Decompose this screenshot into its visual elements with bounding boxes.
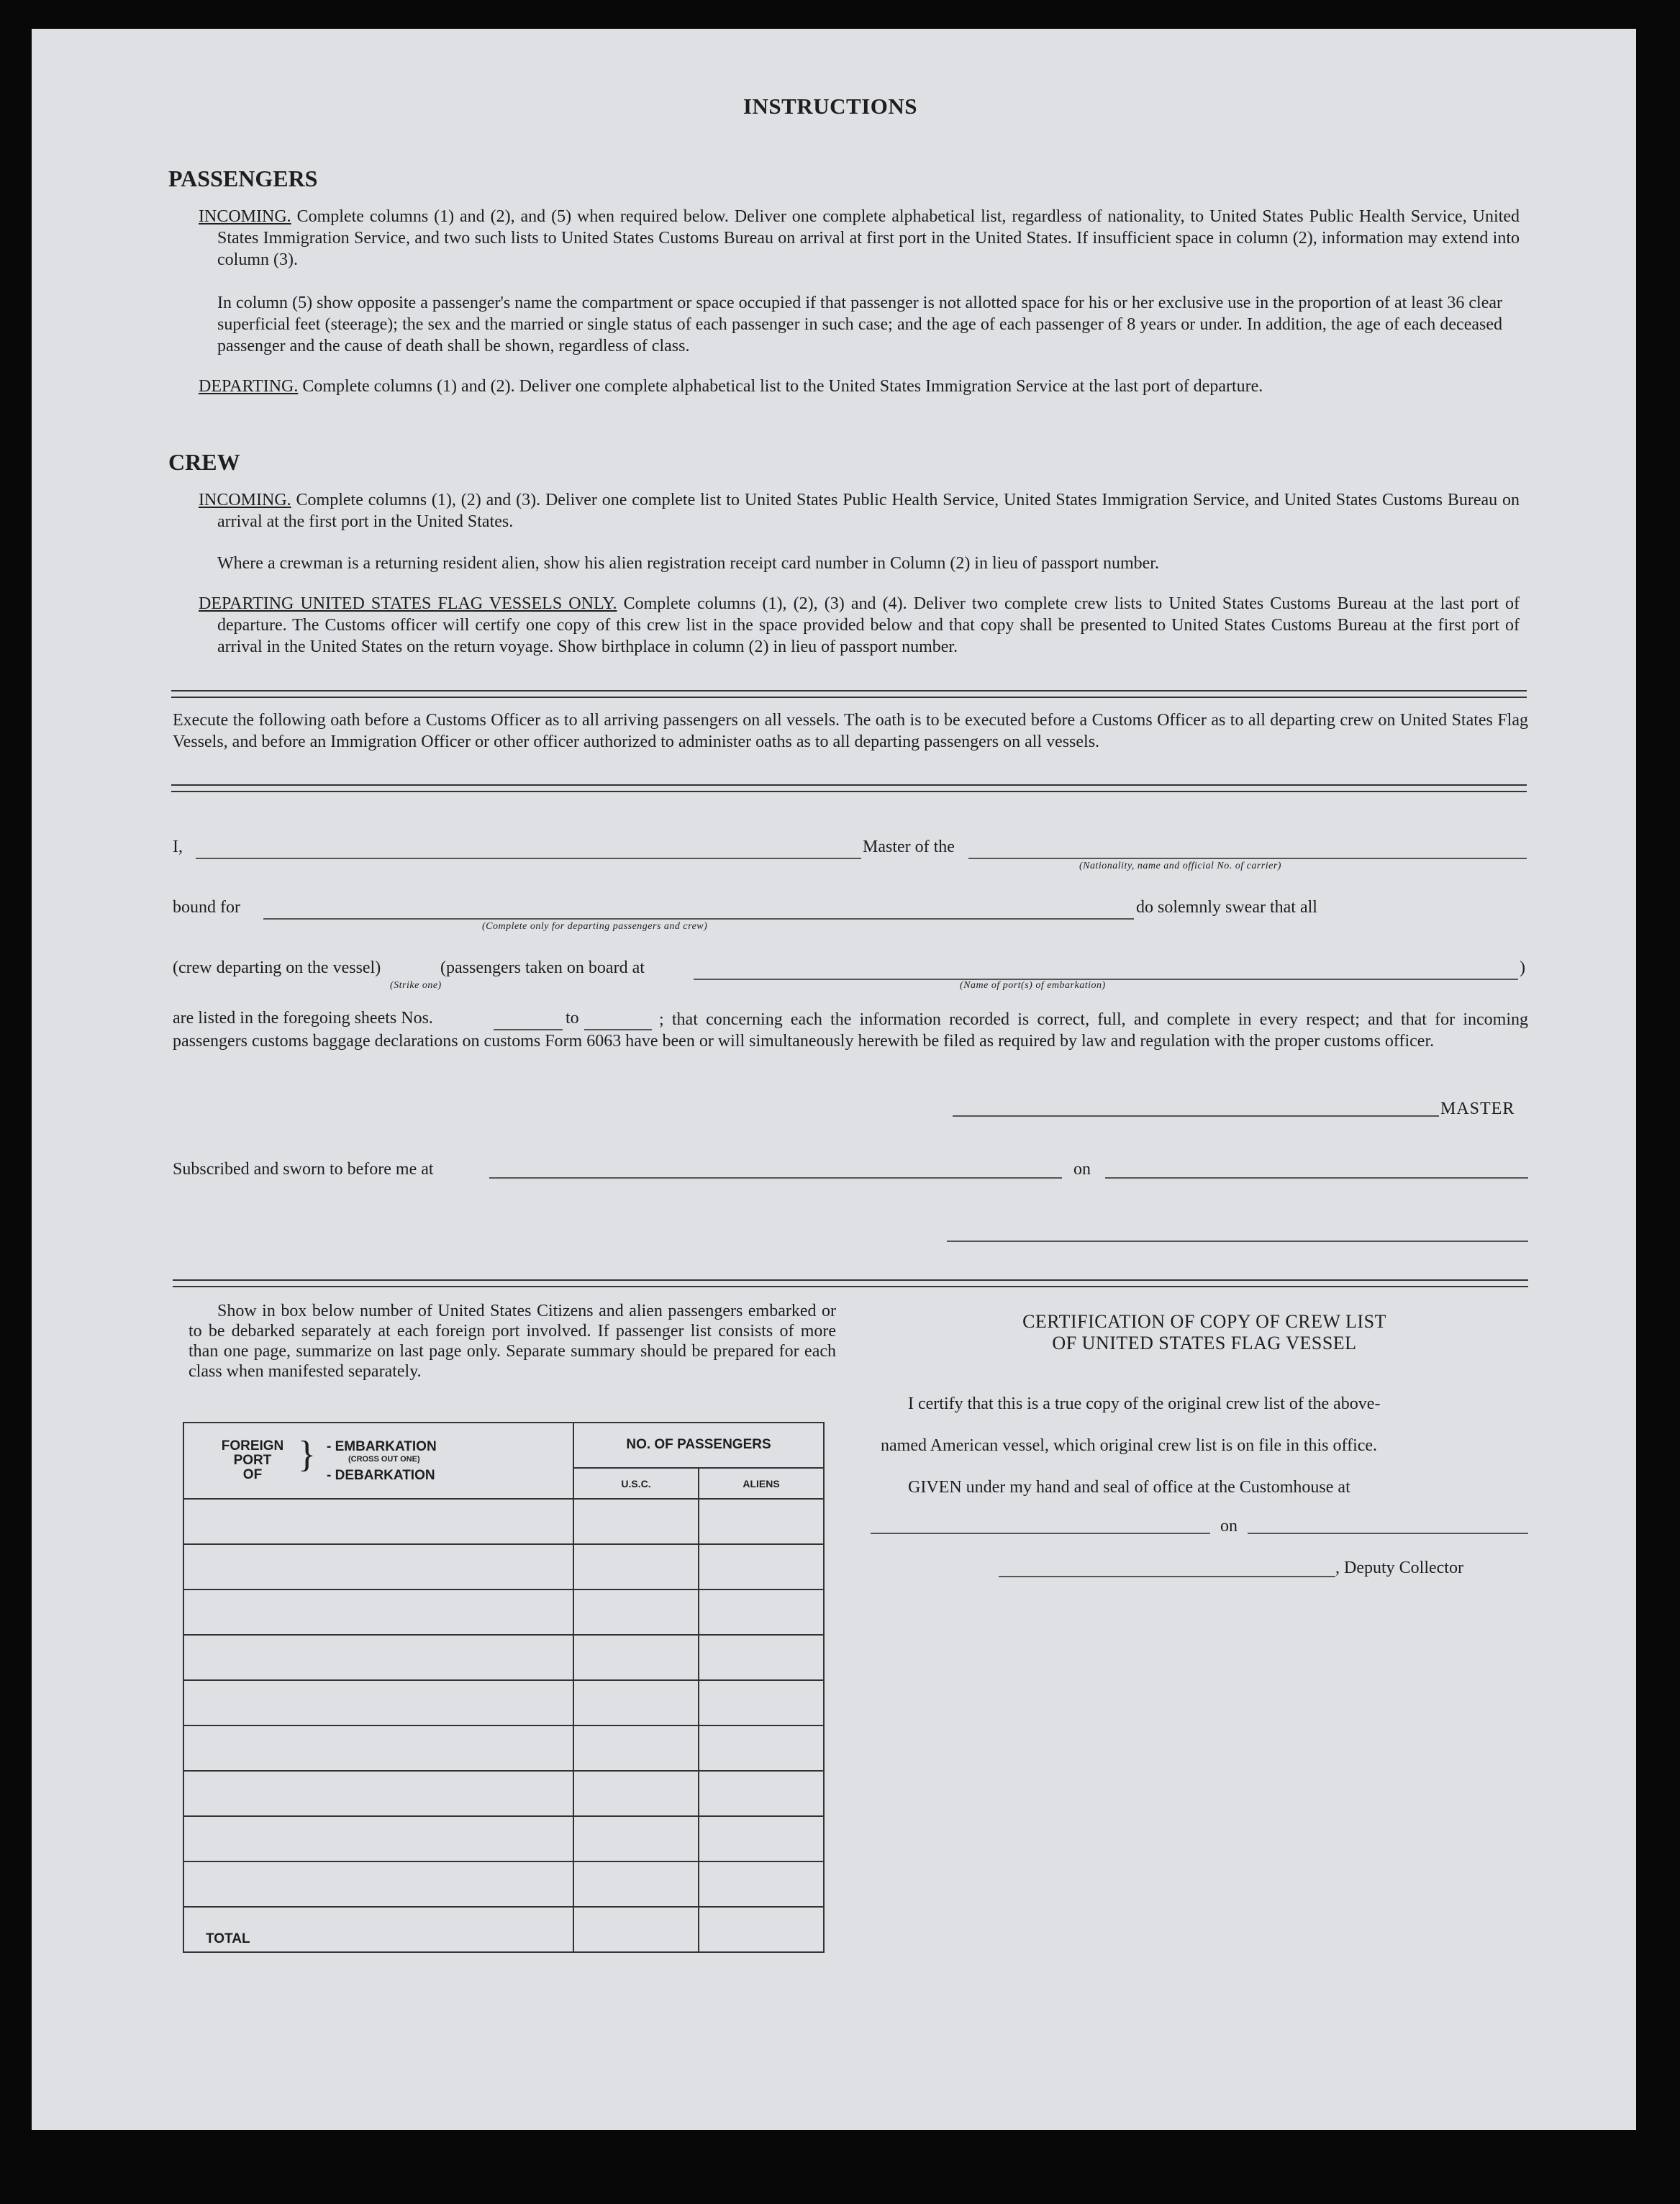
- embarkation-caption: (Name of port(s) of embarkation): [960, 980, 1106, 991]
- foreign-label: FOREIGN: [221, 1438, 284, 1454]
- port-label: PORT: [233, 1453, 272, 1468]
- no-of-passengers-header: NO. OF PASSENGERS: [573, 1423, 824, 1468]
- passengers-departing-label: DEPARTING.: [199, 377, 299, 396]
- usc-cell[interactable]: [573, 1589, 699, 1635]
- embarkation-port-field[interactable]: [694, 979, 1518, 980]
- foreign-port-header: [206, 1439, 299, 1482]
- port-header-cell: [183, 1423, 573, 1499]
- aliens-header: ALIENS: [699, 1468, 824, 1499]
- port-cell[interactable]: [183, 1771, 573, 1816]
- cross-out-note: (CROSS OUT ONE): [348, 1455, 420, 1464]
- oath-note: Execute the following oath before a Customs Officer as to all arriving passengers on all vessels. The oath is to be executed before a Customs Officer as to all departing crew on United States Flag Vessels, and before an Immigration Officer or other officer authorized to administer oaths as to all departing passengers on all vessels.: [173, 711, 1528, 751]
- master-name-field[interactable]: [196, 858, 861, 859]
- aliens-cell[interactable]: [699, 1771, 824, 1816]
- usc-total-cell[interactable]: [573, 1907, 699, 1952]
- certification-title: [881, 1311, 1528, 1354]
- crew-resident-paragraph: Where a crewman is a returning resident alien, show his alien registration receipt card number in Column (2) in lieu of passport number.: [217, 554, 1159, 573]
- crew-incoming-label: INCOMING.: [199, 491, 291, 509]
- usc-cell[interactable]: [573, 1816, 699, 1861]
- sheets-prefix: are listed in the foregoing sheets Nos.: [173, 1009, 433, 1028]
- passengers-taken-option[interactable]: (passengers taken on board at: [440, 958, 645, 977]
- given-text: GIVEN under my hand and seal of office at the Customhouse at: [908, 1478, 1350, 1497]
- bound-for-label: bound for: [173, 898, 240, 917]
- crew-incoming-paragraph: [199, 489, 1520, 532]
- master-signature-field[interactable]: [953, 1115, 1439, 1117]
- usc-cell[interactable]: [573, 1680, 699, 1725]
- page-title: INSTRUCTIONS: [743, 94, 917, 119]
- sworn-date-field[interactable]: [1105, 1177, 1528, 1179]
- bound-for-caption: (Complete only for departing passengers and crew): [482, 921, 708, 932]
- passenger-summary-table: [183, 1422, 825, 1953]
- port-cell[interactable]: [183, 1680, 573, 1725]
- certification-title-line2: OF UNITED STATES FLAG VESSEL: [1052, 1333, 1357, 1353]
- passengers-departing-paragraph: [199, 376, 1520, 397]
- section-divider: [171, 690, 1527, 698]
- port-cell[interactable]: [183, 1861, 573, 1907]
- passengers-incoming-text: Complete columns (1) and (2), and (5) when required below. Deliver one complete alphabetical list, regardless of nationality, to United States Public Health Service, United States Immigration Service, and two such lists to United States Customs Bureau on arrival at first port in the United States. If insufficient space in column (2), information may extend into column (3).: [217, 207, 1520, 269]
- summary-instructions: Show in box below number of United States Citizens and alien passengers embarked or to be debarked separately at each foreign port involved. If passenger list consists of more than one page, summarize on last page only. Separate summary should be prepared for each class when manifested separately.: [189, 1302, 836, 1381]
- deputy-signature-field[interactable]: [999, 1576, 1335, 1577]
- aliens-cell[interactable]: [699, 1680, 824, 1725]
- port-cell[interactable]: [183, 1589, 573, 1635]
- passengers-incoming-paragraph: [199, 206, 1520, 271]
- port-cell[interactable]: [183, 1816, 573, 1861]
- crew-departing-label: DEPARTING UNITED STATES FLAG VESSELS ONLY.: [199, 594, 617, 613]
- crew-incoming-text: Complete columns (1), (2) and (3). Deliver one complete list to United States Public Health Service, United States Immigration Service, and United States Customs Bureau on arrival at the first port in the United States.: [217, 491, 1520, 531]
- usc-cell[interactable]: [573, 1771, 699, 1816]
- carrier-field[interactable]: [968, 858, 1527, 859]
- usc-cell[interactable]: [573, 1499, 699, 1544]
- port-cell[interactable]: [183, 1544, 573, 1589]
- table-row: [183, 1589, 824, 1635]
- aliens-cell[interactable]: [699, 1861, 824, 1907]
- section-divider: [173, 1279, 1528, 1287]
- master-label: MASTER: [1440, 1099, 1515, 1118]
- usc-header: U.S.C.: [573, 1468, 699, 1499]
- table-row: [183, 1861, 824, 1907]
- certify-text-line2: named American vessel, which original crew list is on file in this office.: [881, 1436, 1378, 1455]
- passengers-heading: PASSENGERS: [168, 165, 318, 191]
- carrier-caption: (Nationality, name and official No. of carrier): [1079, 861, 1281, 871]
- total-label: TOTAL: [183, 1907, 573, 1952]
- passengers-departing-text: Complete columns (1) and (2). Deliver one complete alphabetical list to the United States Immigration Service at the last port of departure.: [302, 377, 1263, 396]
- deputy-collector-label: , Deputy Collector: [1335, 1559, 1463, 1577]
- master-of-label: Master of the: [863, 838, 955, 856]
- aliens-cell[interactable]: [699, 1635, 824, 1680]
- embarkation-option[interactable]: - EMBARKATION: [327, 1439, 437, 1454]
- table-row: [183, 1771, 824, 1816]
- table-row: [183, 1725, 824, 1771]
- section-divider: [171, 784, 1527, 792]
- of-label: OF: [242, 1467, 263, 1482]
- cert-date-field[interactable]: [1248, 1533, 1528, 1534]
- aliens-cell[interactable]: [699, 1816, 824, 1861]
- usc-cell[interactable]: [573, 1725, 699, 1771]
- crew-departing-text: Complete columns (1), (2), (3) and (4). Deliver two complete crew lists to United States Customs Bureau at the last port of departure. The Customs officer will certify one copy of this crew list in the space provided below and that copy shall be presented to United States Customs Bureau at the first port of arrival in the United States on the return voyage. Show birthplace in column (2) in lieu of passport number.: [217, 594, 1520, 656]
- customhouse-field[interactable]: [871, 1533, 1210, 1534]
- crew-departing-paragraph: [199, 593, 1520, 658]
- crew-departing-option[interactable]: (crew departing on the vessel): [173, 958, 381, 977]
- cert-on-label: on: [1220, 1517, 1238, 1536]
- table-row: [183, 1544, 824, 1589]
- table-row: [183, 1680, 824, 1725]
- usc-cell[interactable]: [573, 1635, 699, 1680]
- passengers-incoming-label: INCOMING.: [199, 207, 291, 226]
- total-row: [183, 1907, 824, 1952]
- table-row: [183, 1635, 824, 1680]
- aliens-cell[interactable]: [699, 1544, 824, 1589]
- certification-title-line1: CERTIFICATION OF COPY OF CREW LIST: [1022, 1311, 1386, 1332]
- oath-i-label: I,: [173, 838, 183, 856]
- subscribed-label: Subscribed and sworn to before me at: [173, 1160, 434, 1179]
- aliens-cell[interactable]: [699, 1499, 824, 1544]
- instructions-page: [32, 29, 1636, 2130]
- port-cell[interactable]: [183, 1725, 573, 1771]
- close-paren: ): [1520, 958, 1525, 977]
- officer-signature-field[interactable]: [947, 1241, 1528, 1242]
- table-row: [183, 1816, 824, 1861]
- crew-heading: CREW: [168, 449, 240, 475]
- oath-statement: ; that concerning each the information recorded is correct, full, and complete in every respect; and that for incoming passengers customs baggage declarations on customs Form 6063 have been or will simultaneously herewith be filed as required by law and regulation with the proper customs officer.: [173, 1010, 1528, 1051]
- debarkation-option[interactable]: - DEBARKATION: [327, 1468, 435, 1483]
- usc-cell[interactable]: [573, 1861, 699, 1907]
- strike-one-caption: (Strike one): [390, 980, 442, 991]
- swear-text: do solemnly swear that all: [1136, 898, 1317, 917]
- bound-for-field[interactable]: [263, 918, 1134, 920]
- aliens-total-cell[interactable]: [699, 1907, 824, 1952]
- aliens-cell[interactable]: [699, 1725, 824, 1771]
- sworn-on-label: on: [1073, 1160, 1091, 1179]
- certify-text-line1: I certify that this is a true copy of the original crew list of the above-: [908, 1394, 1381, 1413]
- port-cell[interactable]: [183, 1499, 573, 1544]
- aliens-cell[interactable]: [699, 1589, 824, 1635]
- sheets-to: to: [566, 1009, 579, 1028]
- port-cell[interactable]: [183, 1635, 573, 1680]
- passengers-column5-paragraph: In column (5) show opposite a passenger's name the compartment or space occupied if that passenger is not allotted space for his or her exclusive use in the proportion of at least 36 clear superficial feet (steerage); the sex and the married or single status of each passenger in such case; and the age of each passenger of 8 years or under. In addition, the age of each deceased passenger and the cause of death shall be shown, regardless of class.: [217, 294, 1502, 355]
- table-row: [183, 1499, 824, 1544]
- usc-cell[interactable]: [573, 1544, 699, 1589]
- sworn-place-field[interactable]: [489, 1177, 1062, 1179]
- brace-icon: }: [298, 1434, 316, 1475]
